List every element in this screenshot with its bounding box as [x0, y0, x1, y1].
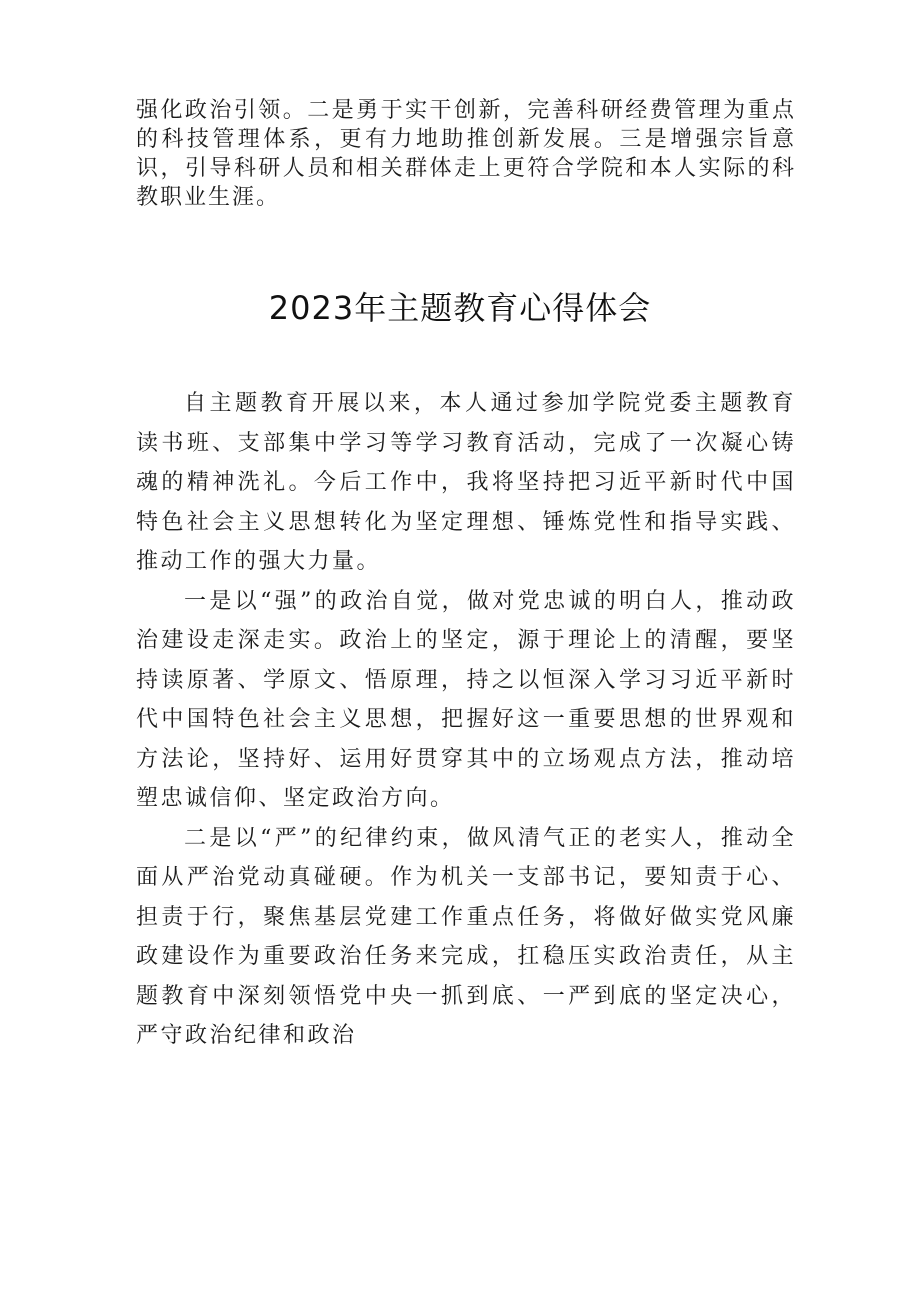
article-body: [136, 384, 796, 1056]
previous-article-ending: 强化政治引领。二是勇于实干创新，完善科研经费管理为重点的科技管理体系，更有力地助推创新发展。三是增强宗旨意识，引导科研人员和相关群体走上更符合学院和本人实际的科教职业生涯。: [136, 98, 796, 210]
article-title: 2023年主题教育心得体会: [268, 289, 652, 327]
paragraph-intro: 自主题教育开展以来，本人通过参加学院党委主题教育读书班、支部集中学习等学习教育活动，完成了一次凝心铸魂的精神洗礼。今后工作中，我将坚持把习近平新时代中国特色社会主义思想转化为坚定理想、锤炼党性和指导实践、推动工作的强大力量。: [136, 391, 796, 574]
paragraph-point-one: 一是以“强”的政治自觉，做对党忠诚的明白人，推动政治建设走深走实。政治上的坚定，源于理论上的清醒，要坚持读原著、学原文、悟原理，持之以恒深入学习习近平新时代中国特色社会主义思想，把握好这一重要思想的世界观和方法论，坚持好、运用好贯穿其中的立场观点方法，推动培塑忠诚信仰、坚定政治方向。: [136, 588, 796, 811]
paragraph-point-two: 二是以“严”的纪律约束，做风清气正的老实人，推动全面从严治党动真碰硬。作为机关一支部书记，要知责于心、担责于行，聚焦基层党建工作重点任务，将做好做实党风廉政建设作为重要政治任务来完成，扛稳压实政治责任，从主题教育中深刻领悟党中央一抓到底、一严到底的坚定决心，严守政治纪律和政治: [136, 825, 796, 1048]
